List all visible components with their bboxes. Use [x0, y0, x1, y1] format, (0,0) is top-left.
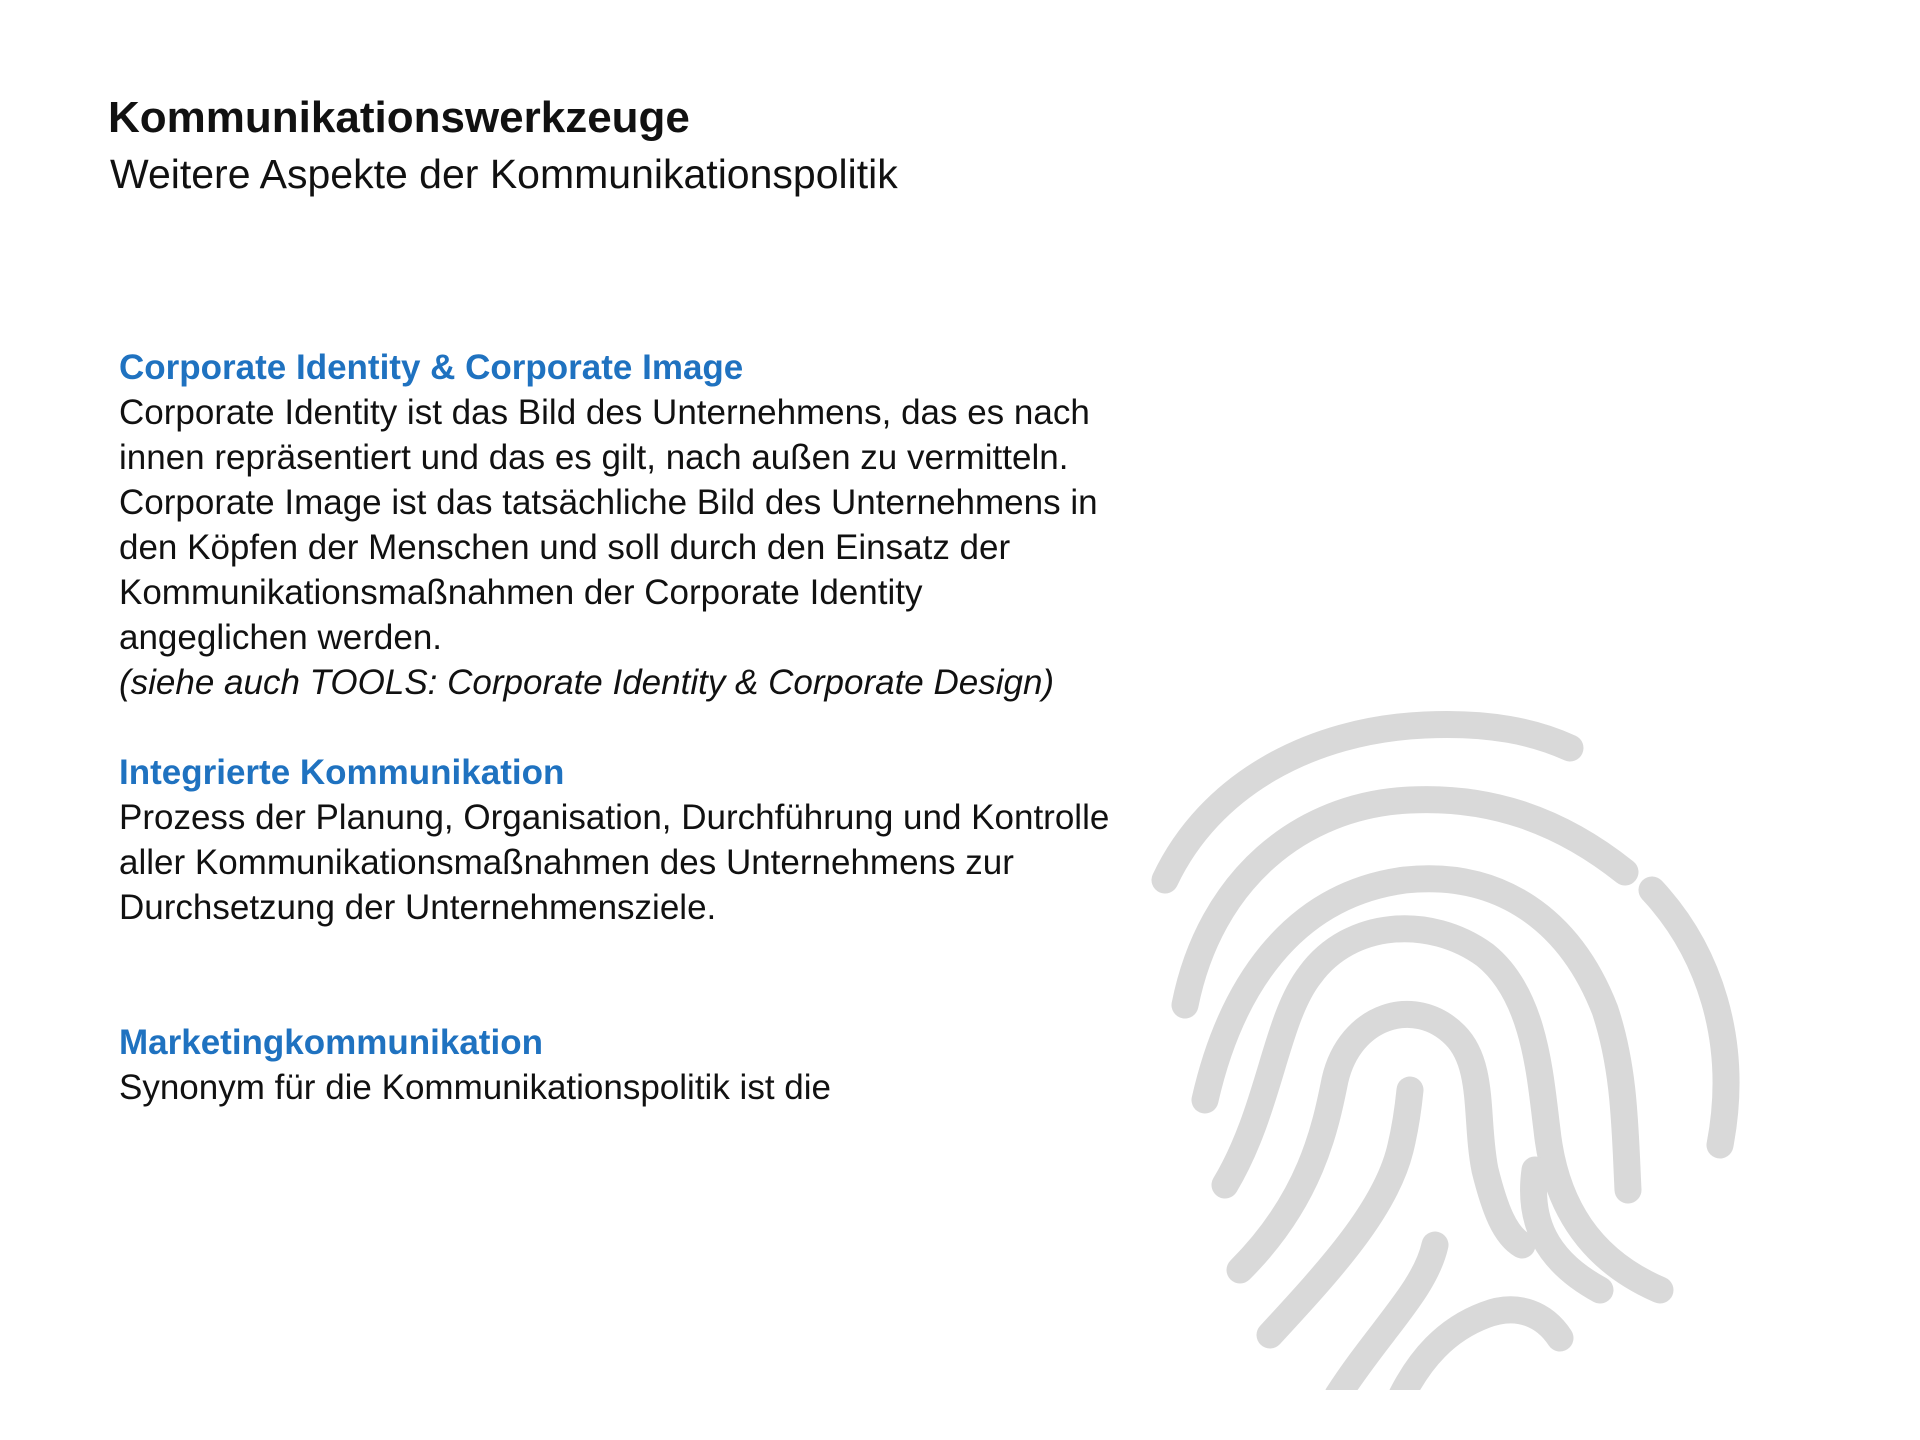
spacer [119, 705, 1199, 750]
body-line: innen repräsentiert und das es gilt, nach außen zu vermitteln. [119, 438, 1069, 477]
body-line: Prozess der Planung, Organisation, Durchführung und Kontrolle [119, 798, 1110, 837]
section-corporate-identity [119, 345, 1199, 705]
fingerprint-icon [1140, 690, 1760, 1390]
content-area [119, 345, 1199, 1110]
body-line: aller Kommunikationsmaßnahmen des Unternehmens zur [119, 843, 1014, 882]
body-line: angeglichen werden. [119, 618, 443, 657]
body-line: Durchsetzung der Unternehmensziele. [119, 888, 717, 927]
page-subtitle: Weitere Aspekte der Kommunikationspolitik [110, 151, 898, 197]
body-line: Corporate Image ist das tatsächliche Bild des Unternehmens in [119, 483, 1098, 522]
body-line: Corporate Identity ist das Bild des Unternehmens, das es nach [119, 393, 1090, 432]
body-line: Synonym für die Kommunikationspolitik ist die [119, 1068, 831, 1107]
spacer [119, 930, 1199, 1020]
body-line: Kommunikationsmaßnahmen der Corporate Identity [119, 573, 923, 612]
section-integrierte-kommunikation [119, 750, 1199, 930]
section-heading: Integrierte Kommunikation [119, 753, 565, 792]
section-heading: Corporate Identity & Corporate Image [119, 348, 744, 387]
page-title: Kommunikationswerkzeuge [108, 93, 690, 142]
section-heading: Marketingkommunikation [119, 1023, 543, 1062]
section-marketingkommunikation [119, 1020, 1199, 1110]
body-line: den Köpfen der Menschen und soll durch den Einsatz der [119, 528, 1011, 567]
reference-note: (siehe auch TOOLS: Corporate Identity & Corporate Design) [119, 663, 1055, 702]
